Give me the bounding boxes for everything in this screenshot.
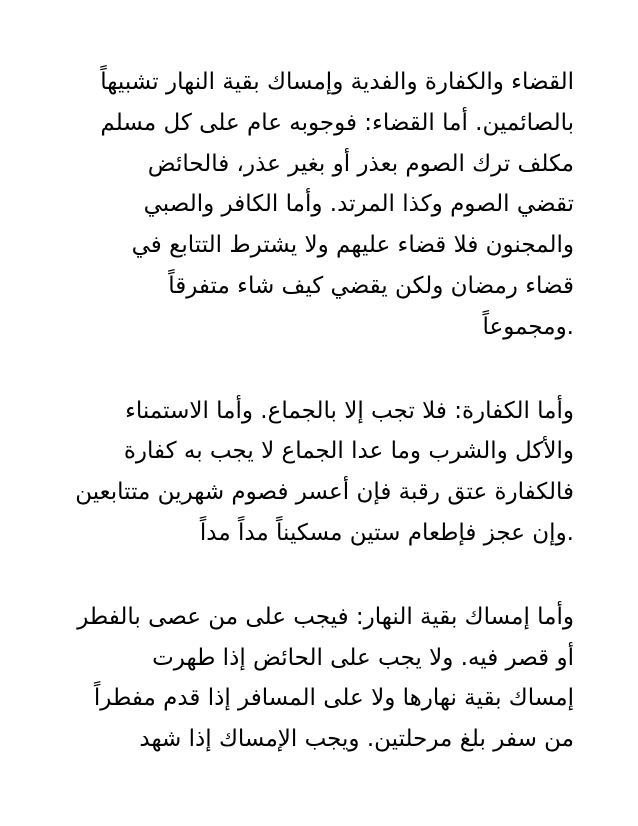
text-line: وأما إمساك بقية النهار: فيجب على من عصى بالفطر <box>77 603 574 630</box>
text-line: القضاء والكفارة والفدية وإمساك بقية النهار تشبيهاً <box>100 69 574 95</box>
text-line: قضاء رمضان ولكن يقضي كيف شاء متفرقاً <box>168 272 574 299</box>
text-line: مكلف ترك الصوم بعذر أو بغير عذر، فالحائض <box>147 150 574 177</box>
text-line: من سفر بلغ مرحلتين. ويجب الإمساك إذا شهد <box>139 726 574 753</box>
text-line: تقضي الصوم وكذا المرتد. وأما الكافر والصبي <box>143 191 574 218</box>
text-line: .وإن عجز فإطعام ستين مسكيناً مداً مداً <box>199 519 574 546</box>
text-line: والأكل والشرب وما عدا الجماع لا يجب به كفارة <box>123 438 574 465</box>
paragraph-qada <box>60 62 580 348</box>
paragraph-imsak <box>60 597 580 760</box>
paragraph-kaffara <box>60 391 580 554</box>
document-body <box>60 62 580 760</box>
text-line: أو قصر فيه. ولا يجب على الحائض إذا طهرت <box>152 644 574 671</box>
text-line: بالصائمين. أما القضاء: فوجوبه عام على كل مسلم <box>100 109 574 136</box>
text-line: والمجنون فلا قضاء عليهم ولا يشترط التتابع في <box>131 232 574 259</box>
text-line: .ومجموعاً <box>482 313 574 340</box>
text-line: فالكفارة عتق رقبة فإن أعسر فصوم شهرين متتابعين <box>75 479 574 506</box>
text-line: وأما الكفارة: فلا تجب إلا بالجماع. وأما الاستمناء <box>125 397 574 424</box>
text-line: إمساك بقية نهارها ولا على المسافر إذا قدم مفطراً <box>93 685 574 712</box>
